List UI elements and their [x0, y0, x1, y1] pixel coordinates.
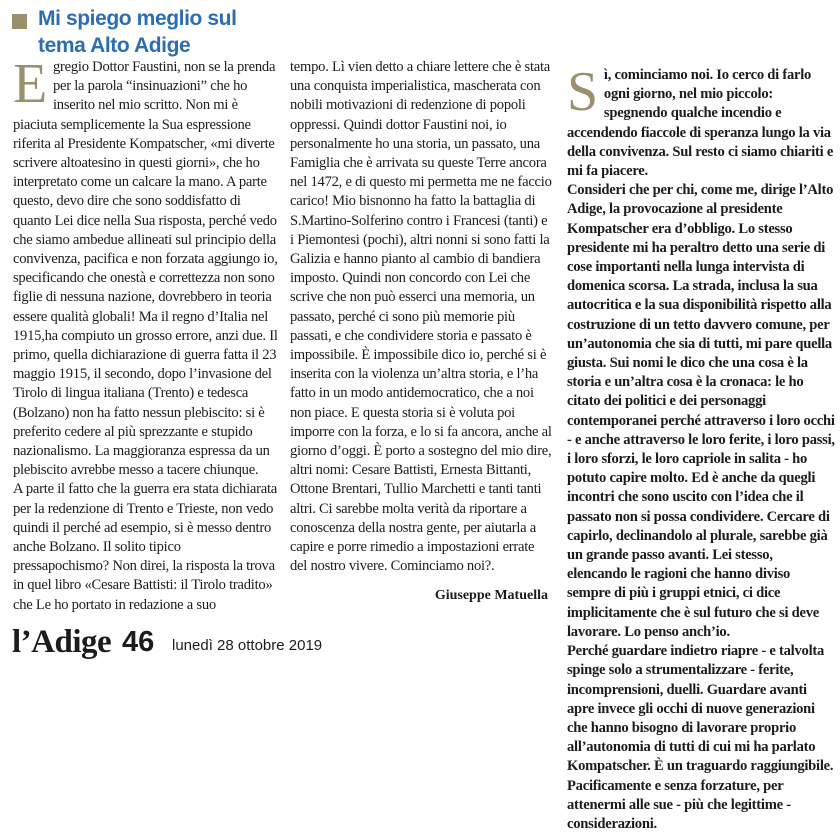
letter-signature: Giuseppe Matuella: [434, 588, 548, 603]
reply-paragraph-1: [567, 61, 835, 181]
letter-paragraph-2: A parte il fatto che la guerra era stata dichiarata per la redenzione di Trento e Trieste, non vedo quindi il perché ad esempio, si è messo dentro anche Bolzano. Il solito tipico pressapochismo? Non direi, la risposta la trova in quel libro «Cesare Battisti: il Tirolo tradito» che Le ho portato in redazione a suo: [13, 481, 277, 613]
reply-paragraph-3: Perché guardare indietro riapre - e talvolta spinge solo a strumentalizzare - ferite, incomprensioni, duelli. Guardare avanti apre invece gli occhi di nuove generazioni che hanno bisogno di lavorare proprio all’autonomia di tutti di cui mi ha parlato Kompatscher. È un traguardo raggiungibile. Pacificamente e senza forzature, per attenermi alle sue - più che legittime - considerazioni.: [567, 643, 834, 832]
letter-paragraph-1: [13, 53, 279, 480]
headline-square-marker: [12, 14, 27, 29]
drop-cap: E: [13, 53, 47, 115]
page-number: 46: [122, 626, 155, 658]
paragraph-text: gregio Dottor Faustini, non se la prenda per la parola “insinuazioni” che ho inserito nel mio scritto. Non mi è piaciuta semplicemente la Sua espressione riferita al Presidente Kompatscher, «mi diverte scrivere altoatesino in questi giorni», che ho interpretato come un calcare la mano. A parte questo, devo dire che sono soddisfatto di quanto Lei dice nella Sua risposta, perché vedo che siamo ambedue allineati sul principio della convivenza, pacifica e non forzata aggiungo io, specificando che onestà e correttezza non sono figlie di nessuna nazione, dovrebbero in teoria essere qualità globali! Ma il regno d’Italia nel 1915,ha compiuto un grosso errore, anzi due. Il primo, quella dichiarazione di guerra fatta il 23 maggio 1915, il secondo, dopo l’invasione del Tirolo di lingua italiana (Trento) e tedesca (Bolzano) non ha fatto nessun plebiscito: si è preferito cedere al più sprezzante e stupido nazionalismo. La maggioranza espressa da un plebiscito avrebbe messo a tacere chiunque.: [13, 59, 278, 479]
reply-column: [567, 61, 835, 834]
letter-column-2: [290, 58, 552, 576]
article-headline: Mi spiego meglio sul tema Alto Adige: [38, 7, 237, 57]
drop-cap: S: [567, 61, 598, 123]
reply-paragraph-2: Consideri che per chi, come me, dirige l’Alto Adige, la provocazione al presidente Kompatscher era d’obbligo. Lo stesso presidente mi ha peraltro detto una serie di cose importanti nella lunga intervista di domenica scorsa. La strada, inclusa la sua autocritica e la sua disponibilità rispetto alla costruzione di un tetto davvero comune, per un’autonomia che sia di tutti, mi pare quella giusta. Sui nomi le dico che una cosa è la storia e un’altra cosa è la cronaca: le ho citato dei politici e dei personaggi contemporanei perché attraverso i loro occhi - e anche attraverso le loro ferite, i loro passi, i loro sforzi, le loro capriole in salita - ho potuto capire molto. Ed è anche da quegli incontri che sono uscito con l’idea che il passato non si possa condividere. Cercare di capirlo, declinandolo al plurale, sarebbe già un grande passo avanti. Lei stesso, elencando le ragioni che hanno diviso sempre di più i gruppi etnici, ci dice implicitamente che è sul futuro che si deve lavorare. Lo penso anch’io.: [567, 182, 835, 640]
paragraph-text: ì, cominciamo noi. Io cerco di farlo ogni giorno, nel mio piccolo: spegnendo qualche incendio e accendendo fiaccole di speranza lungo la via della convivenza. Sul resto ci siamo chiariti e mi fa piacere.: [567, 67, 834, 180]
newspaper-name: l’Adige: [12, 624, 112, 660]
letter-column-1: [13, 53, 279, 615]
letter-paragraph-3: tempo. Lì vien detto a chiare lettere che è stata una conquista imperialistica, mascherata con nobili motivazioni di redenzione di popoli oppressi. Quindi dottor Faustini noi, io personalmente ho una storia, un passato, una Famiglia che è arrivata su queste Terre ancora nel 1472, e di questo mi permetta me ne faccio carico! Mio bisnonno ha fatto la battaglia di S.Martino-Solferino contro i Francesi (tanti) e i Piemontesi (pochi), altri nonni si sono fatti la Galizia e hanno pianto al cambio di bandiera imposto. Quindi non concordo con Lei che scrive che non può esserci una memoria, un passato, perché ci sono più memorie più passati, e che condividere storia e passato è impossibile. È impossibile dico io, perché si è inserita con la violenza un’altra storia, e l’ha fatto in un modo antidemocratico, che a noi non piace. E questa storia si è voluta poi imporre con la forza, e lo si fa ancora, anche al giorno d’oggi. È porto a sostegno del mio dire, altri nomi: Cesare Battisti, Ernesta Bittanti, Ottone Brentari, Tullio Marchetti e tanti tanti altri. Ci sarebbe molta verità da riportare a conoscenza della nostra gente, per aiutarla a capire e porre rimedio a impostazioni errate del nostro vivere. Cominciamo noi?.: [290, 59, 552, 575]
issue-date: lunedì 28 ottobre 2019: [172, 637, 323, 654]
